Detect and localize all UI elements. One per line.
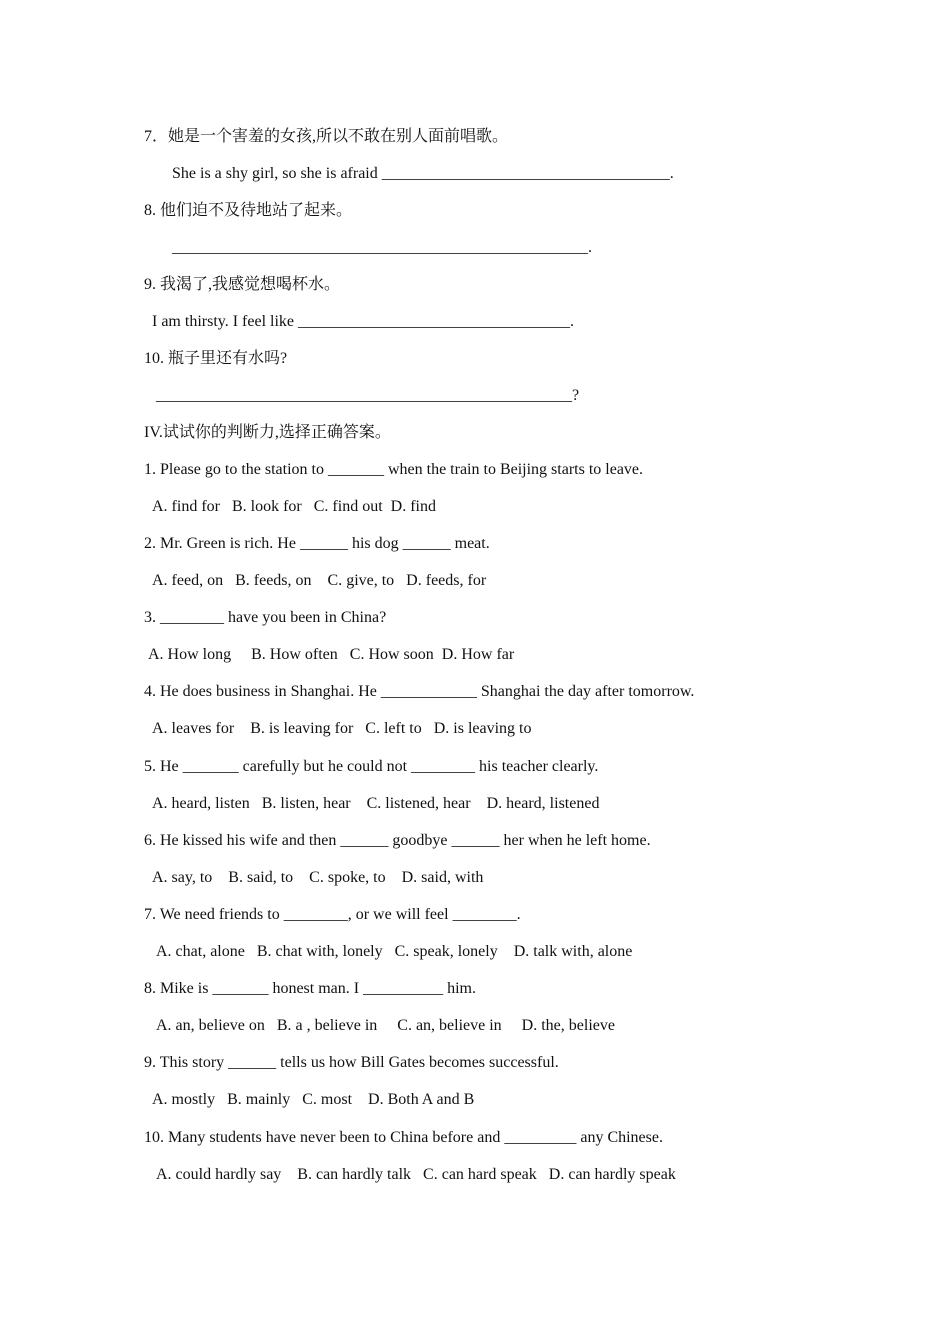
question-options-2: A. feed, on B. feeds, on C. give, to D. feeds, for [152, 572, 487, 589]
question-options-3: A. How long B. How often C. How soon D. How far [148, 646, 515, 663]
translation-answer-8: ____________________________________________________. [172, 239, 592, 256]
translation-answer-7: She is a shy girl, so she is afraid ____________________________________. [172, 165, 674, 182]
translation-prompt-8: 8. 他们迫不及待地站了起来。 [144, 202, 353, 219]
question-options-10: A. could hardly say B. can hardly talk C. can hard speak D. can hardly speak [156, 1166, 676, 1183]
translation-prompt-10: 10. 瓶子里还有水吗? [144, 350, 288, 367]
question-options-5: A. heard, listen B. listen, hear C. listened, hear D. heard, listened [152, 795, 600, 812]
question-stem-4: 4. He does business in Shanghai. He ____________ Shanghai the day after tomorrow. [144, 683, 695, 700]
question-options-8: A. an, believe on B. a , believe in C. an, believe in D. the, believe [156, 1017, 615, 1034]
translation-prompt-9: 9. 我渴了,我感觉想喝杯水。 [144, 276, 341, 293]
question-options-6: A. say, to B. said, to C. spoke, to D. said, with [152, 869, 484, 886]
question-stem-10: 10. Many students have never been to China before and _________ any Chinese. [144, 1129, 663, 1146]
question-stem-8: 8. Mike is _______ honest man. I __________ him. [144, 980, 476, 997]
question-stem-7: 7. We need friends to ________, or we will feel ________. [144, 906, 521, 923]
question-stem-6: 6. He kissed his wife and then ______ goodbye ______ her when he left home. [144, 832, 651, 849]
question-options-1: A. find for B. look for C. find out D. find [152, 498, 436, 515]
translation-answer-9: I am thirsty. I feel like __________________________________. [152, 313, 575, 330]
question-stem-5: 5. He _______ carefully but he could not ________ his teacher clearly. [144, 758, 599, 775]
question-options-7: A. chat, alone B. chat with, lonely C. speak, lonely D. talk with, alone [156, 943, 633, 960]
translation-prompt-7: 7．她是一个害羞的女孩,所以不敢在别人面前唱歌。 [144, 128, 509, 145]
translation-answer-10: ____________________________________________________? [156, 387, 580, 404]
question-stem-3: 3. ________ have you been in China? [144, 609, 387, 626]
question-options-4: A. leaves for B. is leaving for C. left to D. is leaving to [152, 720, 532, 737]
section-iv-heading: IV.试试你的判断力,选择正确答案。 [144, 424, 391, 441]
question-stem-1: 1. Please go to the station to _______ when the train to Beijing starts to leave. [144, 461, 644, 478]
question-options-9: A. mostly B. mainly C. most D. Both A and B [152, 1091, 475, 1108]
question-stem-9: 9. This story ______ tells us how Bill Gates becomes successful. [144, 1054, 559, 1071]
question-stem-2: 2. Mr. Green is rich. He ______ his dog ______ meat. [144, 535, 490, 552]
